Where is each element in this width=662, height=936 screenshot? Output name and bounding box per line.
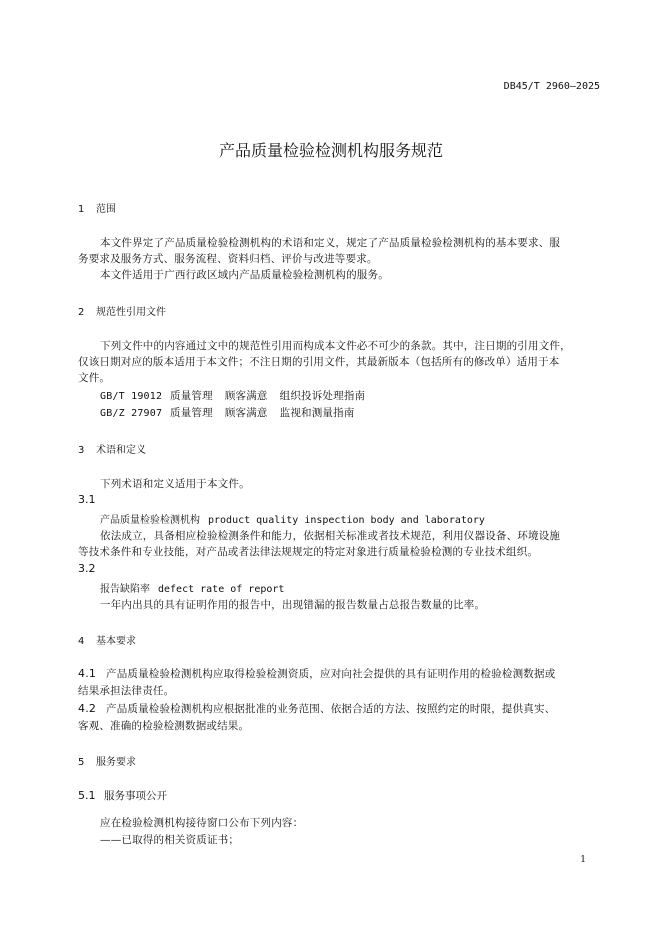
section-number: 3 [78, 445, 85, 456]
term-entry [100, 511, 485, 526]
section-title: 基本要求 [96, 636, 136, 647]
term-number: 3.2 [78, 562, 96, 575]
section-number: 5 [78, 757, 85, 768]
clause-number: 4.1 [78, 667, 97, 680]
clause-text: 结果承担法律责任。 [78, 685, 175, 697]
page-number: 1 [580, 855, 586, 865]
section-2-heading [78, 303, 166, 318]
ref-title-part: 质量管理 [170, 390, 213, 402]
section-5-heading [78, 753, 136, 768]
ref-code: GB/Z 27907 [100, 408, 163, 419]
ref-title-part: 组织投诉处理指南 [279, 390, 366, 402]
paragraph: 下列术语和定义适用于本文件。 [100, 478, 250, 490]
paragraph: 文件。 [78, 372, 111, 384]
ref-title-part: 顾客满意 [224, 407, 268, 419]
subsection-number: 5.1 [78, 789, 96, 802]
term-zh: 报告缺陷率 [100, 584, 150, 595]
term-en: product quality inspection body and laboratory [208, 515, 485, 526]
paragraph: 本文件界定了产品质量检验检测机构的术语和定义，规定了产品质量检验检测机构的基本要求、服 [100, 237, 561, 249]
clause-text: 客观、准确的检验检测数据或结果。 [78, 720, 250, 732]
term-entry [100, 580, 284, 595]
section-title: 术语和定义 [96, 445, 146, 456]
ref-title-part: 顾客满意 [224, 390, 268, 402]
ref-code: GB/T 19012 [100, 391, 163, 402]
standard-code: DB45/T 2960—2025 [503, 81, 600, 92]
term-definition: 依法成立，具备相应检验检测条件和能力，依据相关标准或者技术规范，利用仪器设备、环境设施 [100, 530, 561, 542]
section-4-heading [78, 632, 136, 647]
list-item: ——已取得的相关资质证书； [100, 834, 240, 846]
section-number: 1 [78, 204, 85, 215]
clause [78, 701, 555, 716]
section-number: 4 [78, 636, 85, 647]
section-1-heading [78, 200, 116, 215]
reference-item [100, 405, 355, 420]
paragraph: 务要求及服务方式、服务流程、资料归档、评价与改进等要求。 [78, 253, 378, 265]
section-3-heading [78, 441, 146, 456]
ref-title-part: 质量管理 [170, 407, 213, 419]
paragraph: 本文件适用于广西行政区域内产品质量检验检测机构的服务。 [100, 269, 389, 281]
section-title: 范围 [96, 204, 116, 215]
term-number: 3.1 [78, 493, 96, 506]
clause [78, 666, 555, 681]
clause-text: 产品质量检验检测机构应根据批准的业务范围、依据合适的方法、按照约定的时限，提供真实、 [106, 703, 556, 715]
clause-number: 4.2 [78, 702, 97, 715]
section-title: 规范性引用文件 [96, 307, 166, 318]
paragraph: 下列文件中的内容通过文中的规范性引用而构成本文件必不可少的条款。其中，注日期的引用文件， [100, 340, 571, 352]
section-number: 2 [78, 307, 85, 318]
term-definition: 一年内出具的具有证明作用的报告中，出现错漏的报告数量占总报告数量的比率。 [100, 599, 486, 611]
term-definition: 等技术条件和专业技能，对产品或者法律法规规定的特定对象进行质量检验检测的专业技术组织。 [78, 546, 539, 558]
reference-item [100, 388, 365, 403]
paragraph: 仅该日期对应的版本适用于本文件；不注日期的引用文件，其最新版本（包括所有的修改单）适用于本 [78, 356, 560, 368]
subsection-title: 服务事项公开 [104, 790, 167, 802]
document-title: 产品质量检验检测机构服务规范 [218, 141, 443, 160]
term-en: defect rate of report [158, 584, 285, 595]
section-title: 服务要求 [96, 757, 136, 768]
clause-text: 产品质量检验检测机构应取得检验检测资质，应对向社会提供的具有证明作用的检验检测数据或 [106, 668, 556, 680]
paragraph: 应在检验检测机构接待窗口公布下列内容： [100, 817, 304, 829]
ref-title-part: 监视和测量指南 [279, 407, 355, 419]
subsection-5-1-heading [78, 788, 167, 803]
term-zh: 产品质量检验检测机构 [100, 515, 200, 526]
